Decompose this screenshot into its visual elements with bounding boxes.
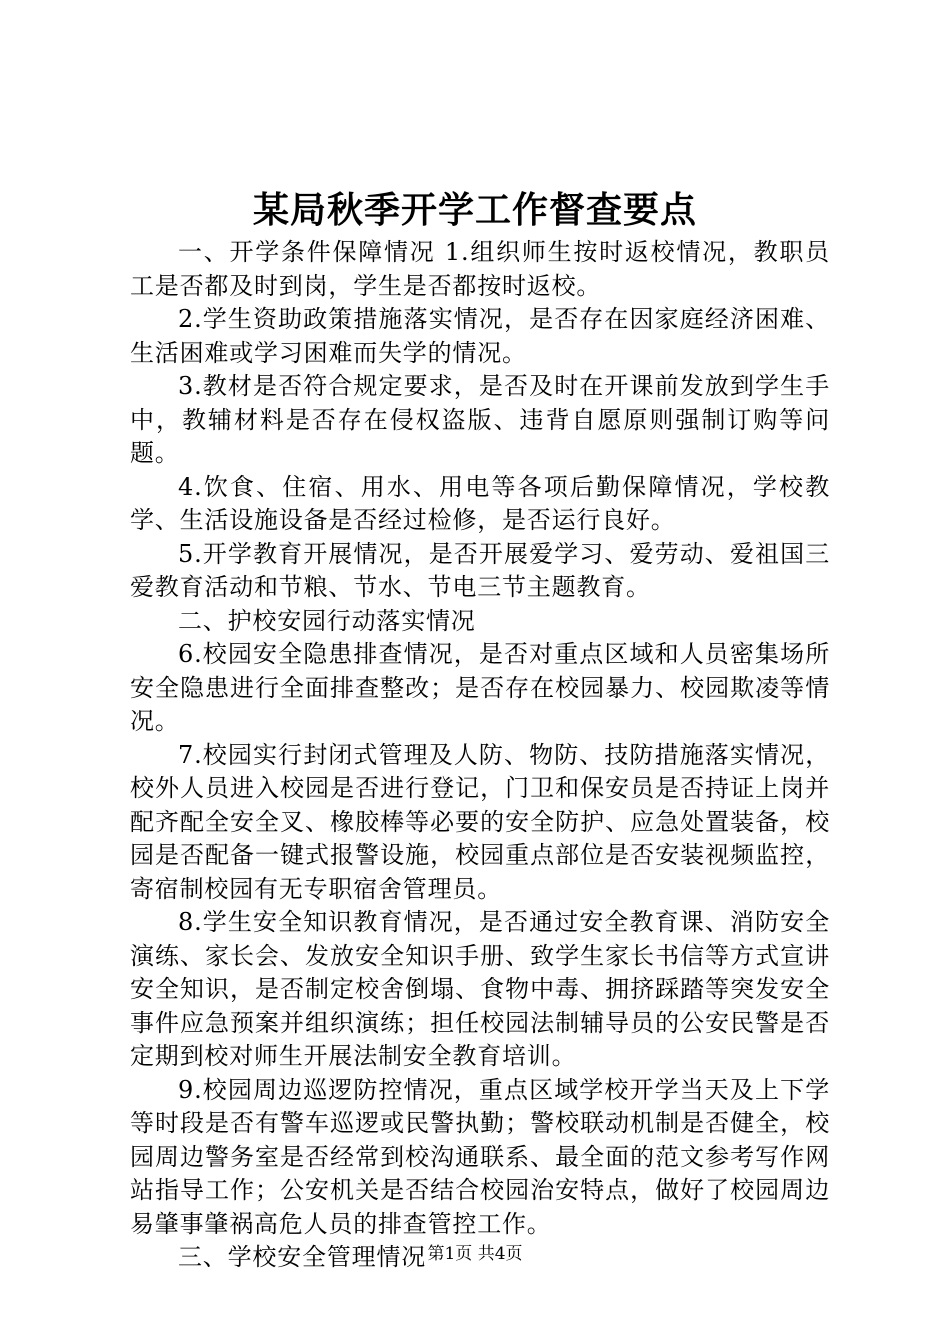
- section-heading-3: 三、学校安全管理情况: [178, 1243, 426, 1271]
- paragraph-2: 2.学生资助政策措施落实情况，是否存在因家庭经济困难、生活困难或学习困难而失学的情况。: [130, 305, 830, 367]
- page-footer: 第1页 共4页: [427, 1244, 523, 1264]
- document-body: [130, 236, 830, 1275]
- paragraph-7: 7.校园实行封闭式管理及人防、物防、技防措施落实情况，校外人员进入校园是否进行登记，门卫和保安员是否持证上岗并配齐配全安全叉、橡胶棒等必要的安全防护、应急处置装备，校园是否配备一键式报警设施，校园重点部位是否安装视频监控，寄宿制校园有无专职宿舍管理员。: [130, 740, 830, 903]
- paragraph-3: 3.教材是否符合规定要求，是否及时在开课前发放到学生手中，教辅材料是否存在侵权盗版、违背自愿原则强制订购等问题。: [130, 372, 830, 467]
- paragraph-8: 8.学生安全知识教育情况，是否通过安全教育课、消防安全演练、家长会、发放安全知识手册、致学生家长书信等方式宣讲安全知识，是否制定校舍倒塌、食物中毒、拥挤踩踏等突发安全事件应急预案并组织演练；担任校园法制辅导员的公安民警是否定期到校对师生开展法制安全教育培训。: [130, 908, 830, 1070]
- paragraph-9: 9.校园周边巡逻防控情况，重点区域学校开学当天及上下学等时段是否有警车巡逻或民警执勤；警校联动机制是否健全，校园周边警务室是否经常到校沟通联系、最全面的范文参考写作网站指导工作；公安机关是否结合校园治安特点，做好了校园周边易肇事肇祸高危人员的排查管控工作。: [130, 1075, 830, 1238]
- document-title: 某局秋季开学工作督查要点: [252, 189, 697, 231]
- paragraph-5: 5.开学教育开展情况，是否开展爱学习、爱劳动、爱祖国三爱教育活动和节粮、节水、节电三节主题教育。: [130, 539, 830, 601]
- paragraph-1: 一、开学条件保障情况 1.组织师生按时返校情况，教职员工是否都及时到岗，学生是否都按时返校。: [130, 238, 830, 300]
- paragraph-4: 4.饮食、住宿、用水、用电等各项后勤保障情况，学校教学、生活设施设备是否经过检修，是否运行良好。: [130, 472, 830, 534]
- section-heading-2: 二、护校安园行动落实情况: [178, 606, 476, 635]
- paragraph-6: 6.校园安全隐患排查情况，是否对重点区域和人员密集场所安全隐患进行全面排查整改；是否存在校园暴力、校园欺凌等情况。: [130, 640, 830, 735]
